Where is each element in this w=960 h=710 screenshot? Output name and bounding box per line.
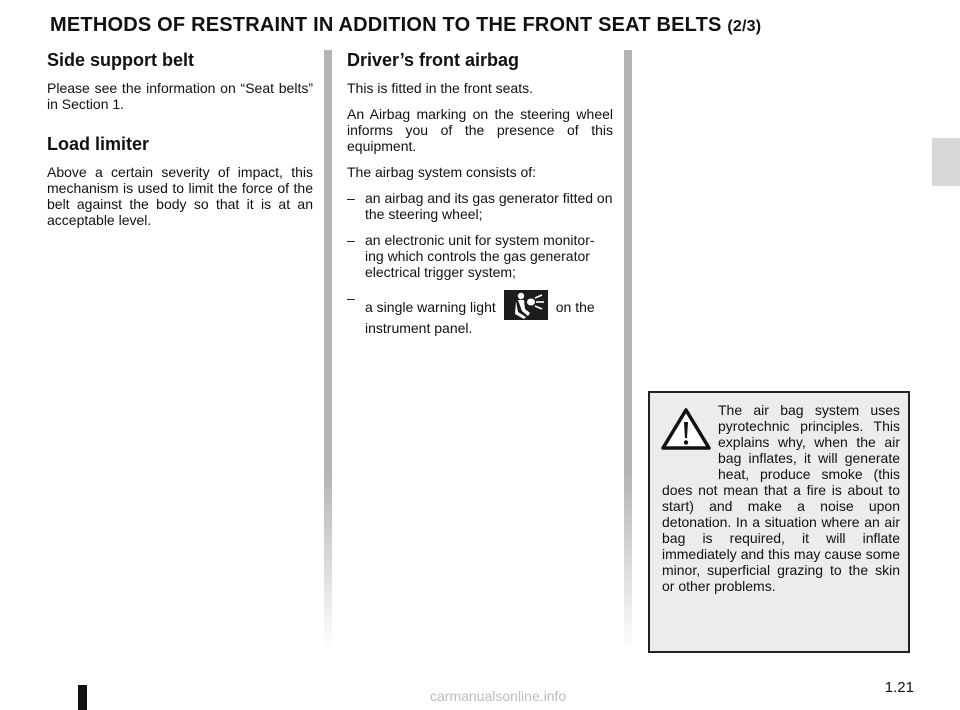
paragraph: The airbag system consists of: (347, 164, 537, 180)
corner-mark (78, 685, 87, 710)
page-title-suffix: (2/3) (727, 18, 762, 35)
paragraph: An Airbag marking on the steering wheel informs you of the presence of this equipment. (347, 106, 613, 154)
section-tab (932, 138, 960, 186)
column-divider (324, 50, 332, 650)
watermark: carmanualsonline.info (430, 688, 567, 704)
heading-load-limiter: Load limiter (47, 134, 150, 154)
warning-box (648, 391, 910, 653)
paragraph: Above a certain severity of impact, this mechanism is used to limit the force of the belt against the body so that it is at an acceptable level. (47, 164, 313, 228)
column-middle (347, 50, 613, 346)
warning-text: The air bag system uses pyrotechnic principles. This explains why, when the air bag inflates, it will generate heat, produce smoke (this does not mean that a fire is about to start) and make a noise upon detonation. In a situation where an air bag is required, it will inflate immediately and this may cause some minor, superficial grazing to the skin or other problems. (662, 402, 900, 594)
column-left (47, 50, 313, 238)
heading-drivers-front-airbag: Driver’s front airbag (347, 50, 520, 70)
paragraph: Please see the information on “Seat belts” in Section 1. (47, 80, 313, 112)
heading-side-support-belt: Side support belt (47, 50, 195, 70)
airbag-components-list (347, 190, 613, 336)
page-title: METHODS OF RESTRAINT IN ADDITION TO THE FRONT SEAT BELTS (2/3) (50, 14, 762, 36)
page-number: 1.21 (884, 679, 914, 696)
paragraph: This is fitted in the front seats. (347, 80, 533, 96)
column-divider (624, 50, 632, 650)
list-item: – an electronic unit for system monitor-ing which controls the gas generator electrical trigger system; (347, 232, 595, 280)
airbag-warning-icon (504, 290, 548, 320)
list-item: – a single warning light on the instrument panel. (347, 290, 595, 336)
list-item: – an airbag and its gas generator fitted on the steering wheel; (347, 190, 613, 222)
